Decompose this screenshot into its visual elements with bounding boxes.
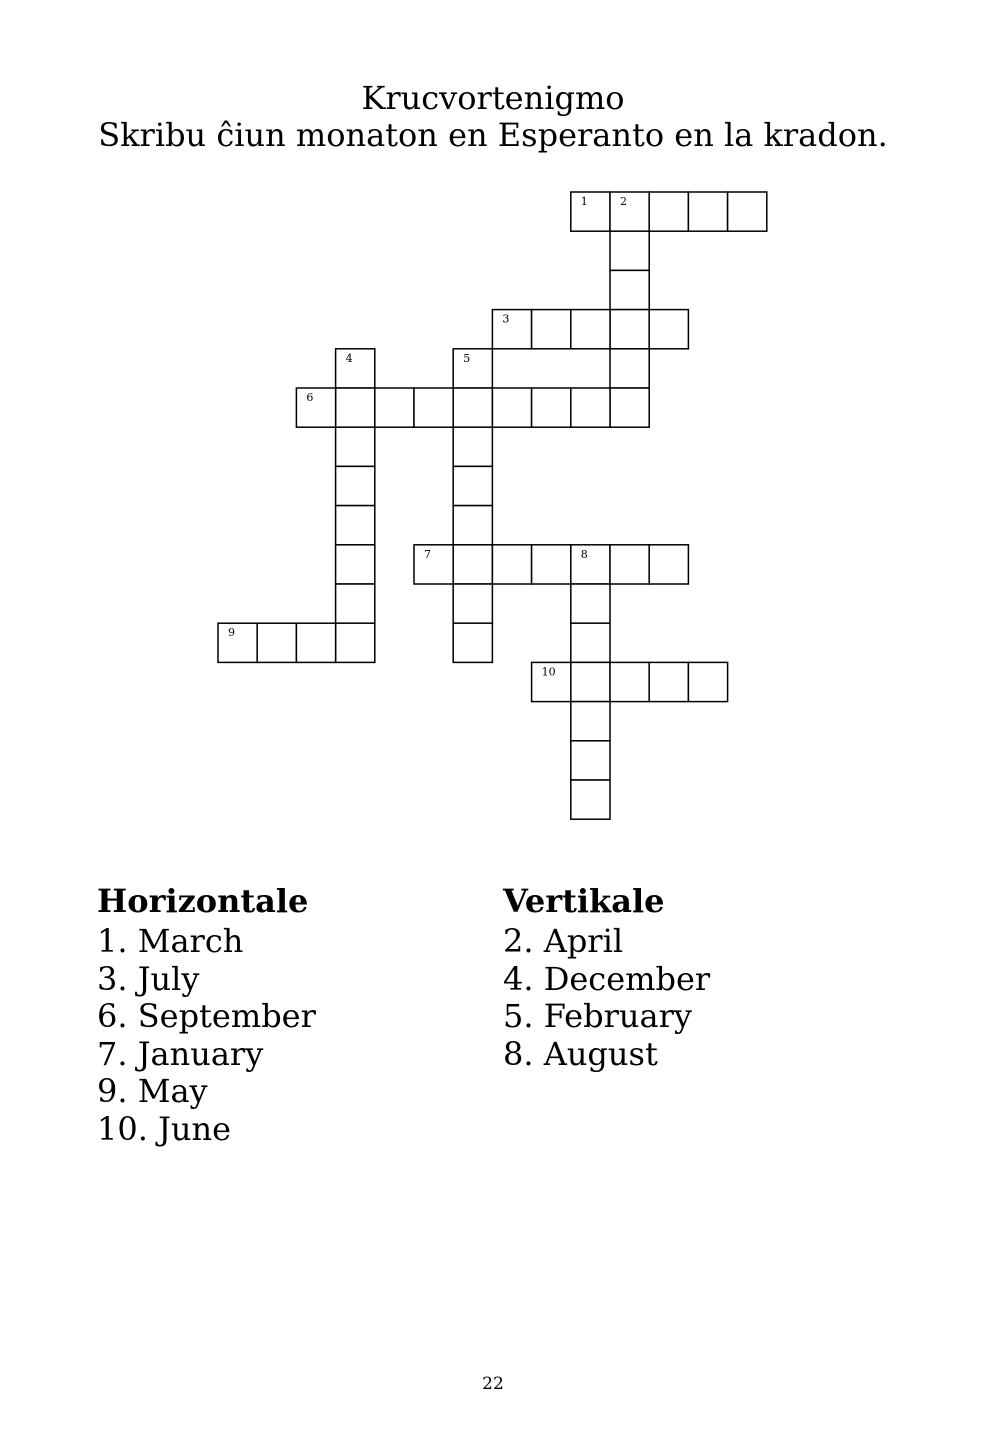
down-clues (503, 881, 710, 1073)
crossword-cell[interactable] (296, 388, 335, 427)
clue-number: 2 (620, 195, 627, 208)
crossword-cell[interactable] (336, 388, 375, 427)
crossword-cell[interactable] (571, 584, 610, 623)
clue-number: 3 (502, 312, 510, 326)
crossword-cell[interactable] (453, 506, 492, 545)
crossword-cell[interactable] (688, 662, 727, 701)
across-heading: Horizontale (97, 882, 309, 920)
crossword-cell[interactable] (492, 545, 531, 584)
crossword-cell[interactable] (336, 623, 375, 662)
crossword-cell[interactable] (610, 662, 649, 701)
crossword-cell[interactable] (571, 545, 610, 584)
crossword-cell[interactable] (375, 388, 414, 427)
across-clue: 6. September (97, 997, 316, 1035)
crossword-cell[interactable] (610, 310, 649, 349)
crossword-cell[interactable] (649, 192, 688, 231)
crossword-cell[interactable] (610, 388, 649, 427)
crossword-cell[interactable] (453, 584, 492, 623)
crossword-cell[interactable] (336, 545, 375, 584)
clue-number: 8 (580, 547, 588, 561)
across-clue: 1. March (97, 922, 244, 960)
crossword-cell[interactable] (571, 310, 610, 349)
clue-number: 5 (463, 351, 471, 365)
crossword-cell[interactable] (453, 545, 492, 584)
page-number: 22 (482, 1374, 504, 1394)
clue-number: 6 (306, 391, 314, 404)
across-clues (97, 881, 316, 1148)
down-clue: 4. December (503, 959, 711, 998)
crossword-cell[interactable] (649, 545, 688, 584)
crossword-cell[interactable] (296, 623, 335, 662)
clue-number: 4 (345, 351, 353, 365)
down-clue: 5. February (503, 997, 692, 1035)
crossword-cell[interactable] (610, 545, 649, 584)
crossword-cell[interactable] (571, 623, 610, 662)
crossword-cell[interactable] (336, 466, 375, 505)
crossword-cell[interactable] (453, 427, 492, 466)
clue-number: 10 (541, 665, 556, 679)
crossword-cell[interactable] (571, 702, 610, 741)
crossword-cell[interactable] (453, 388, 492, 427)
crossword-cell[interactable] (532, 388, 571, 427)
crossword-cell[interactable] (257, 623, 296, 662)
crossword-cell[interactable] (571, 192, 610, 231)
crossword-cell[interactable] (649, 662, 688, 701)
clue-number: 1 (580, 195, 588, 208)
down-clue: 2. April (503, 922, 624, 960)
across-clue: 7. January (97, 1034, 264, 1073)
crossword-cell[interactable] (532, 310, 571, 349)
across-clue: 3. July (97, 959, 200, 998)
crossword-cell[interactable] (532, 545, 571, 584)
crossword-cell[interactable] (414, 388, 453, 427)
crossword-cell[interactable] (453, 466, 492, 505)
page-title: Krucvortenigmo (361, 79, 625, 117)
crossword-cell[interactable] (336, 427, 375, 466)
crossword-cell[interactable] (610, 192, 649, 231)
crossword-cell[interactable] (336, 584, 375, 623)
crossword-cell[interactable] (571, 388, 610, 427)
crossword-cell[interactable] (649, 310, 688, 349)
clue-number: 7 (424, 547, 431, 561)
crossword-cell[interactable] (414, 545, 453, 584)
crossword-cell[interactable] (492, 388, 531, 427)
crossword-cell[interactable] (610, 231, 649, 270)
across-clue: 10. June (97, 1109, 232, 1148)
crossword-cell[interactable] (453, 623, 492, 662)
crossword-cell[interactable] (688, 192, 727, 231)
crossword-cell[interactable] (453, 349, 492, 388)
clue-number: 9 (228, 626, 235, 640)
crossword-cell[interactable] (728, 192, 767, 231)
instructions: Skribu ĉiun monaton en Esperanto en la kradon. (98, 116, 888, 154)
crossword-cell[interactable] (610, 270, 649, 309)
crossword-cell[interactable] (571, 662, 610, 701)
down-heading: Vertikale (503, 882, 665, 920)
crossword-cell[interactable] (336, 349, 375, 388)
crossword-cell[interactable] (571, 780, 610, 819)
crossword-cell[interactable] (571, 741, 610, 780)
crossword-cell[interactable] (610, 349, 649, 388)
crossword-cell[interactable] (218, 623, 257, 662)
crossword-cell[interactable] (336, 506, 375, 545)
down-clue: 8. August (503, 1034, 658, 1073)
across-clue: 9. May (97, 1072, 208, 1110)
crossword-cell[interactable] (492, 310, 531, 349)
